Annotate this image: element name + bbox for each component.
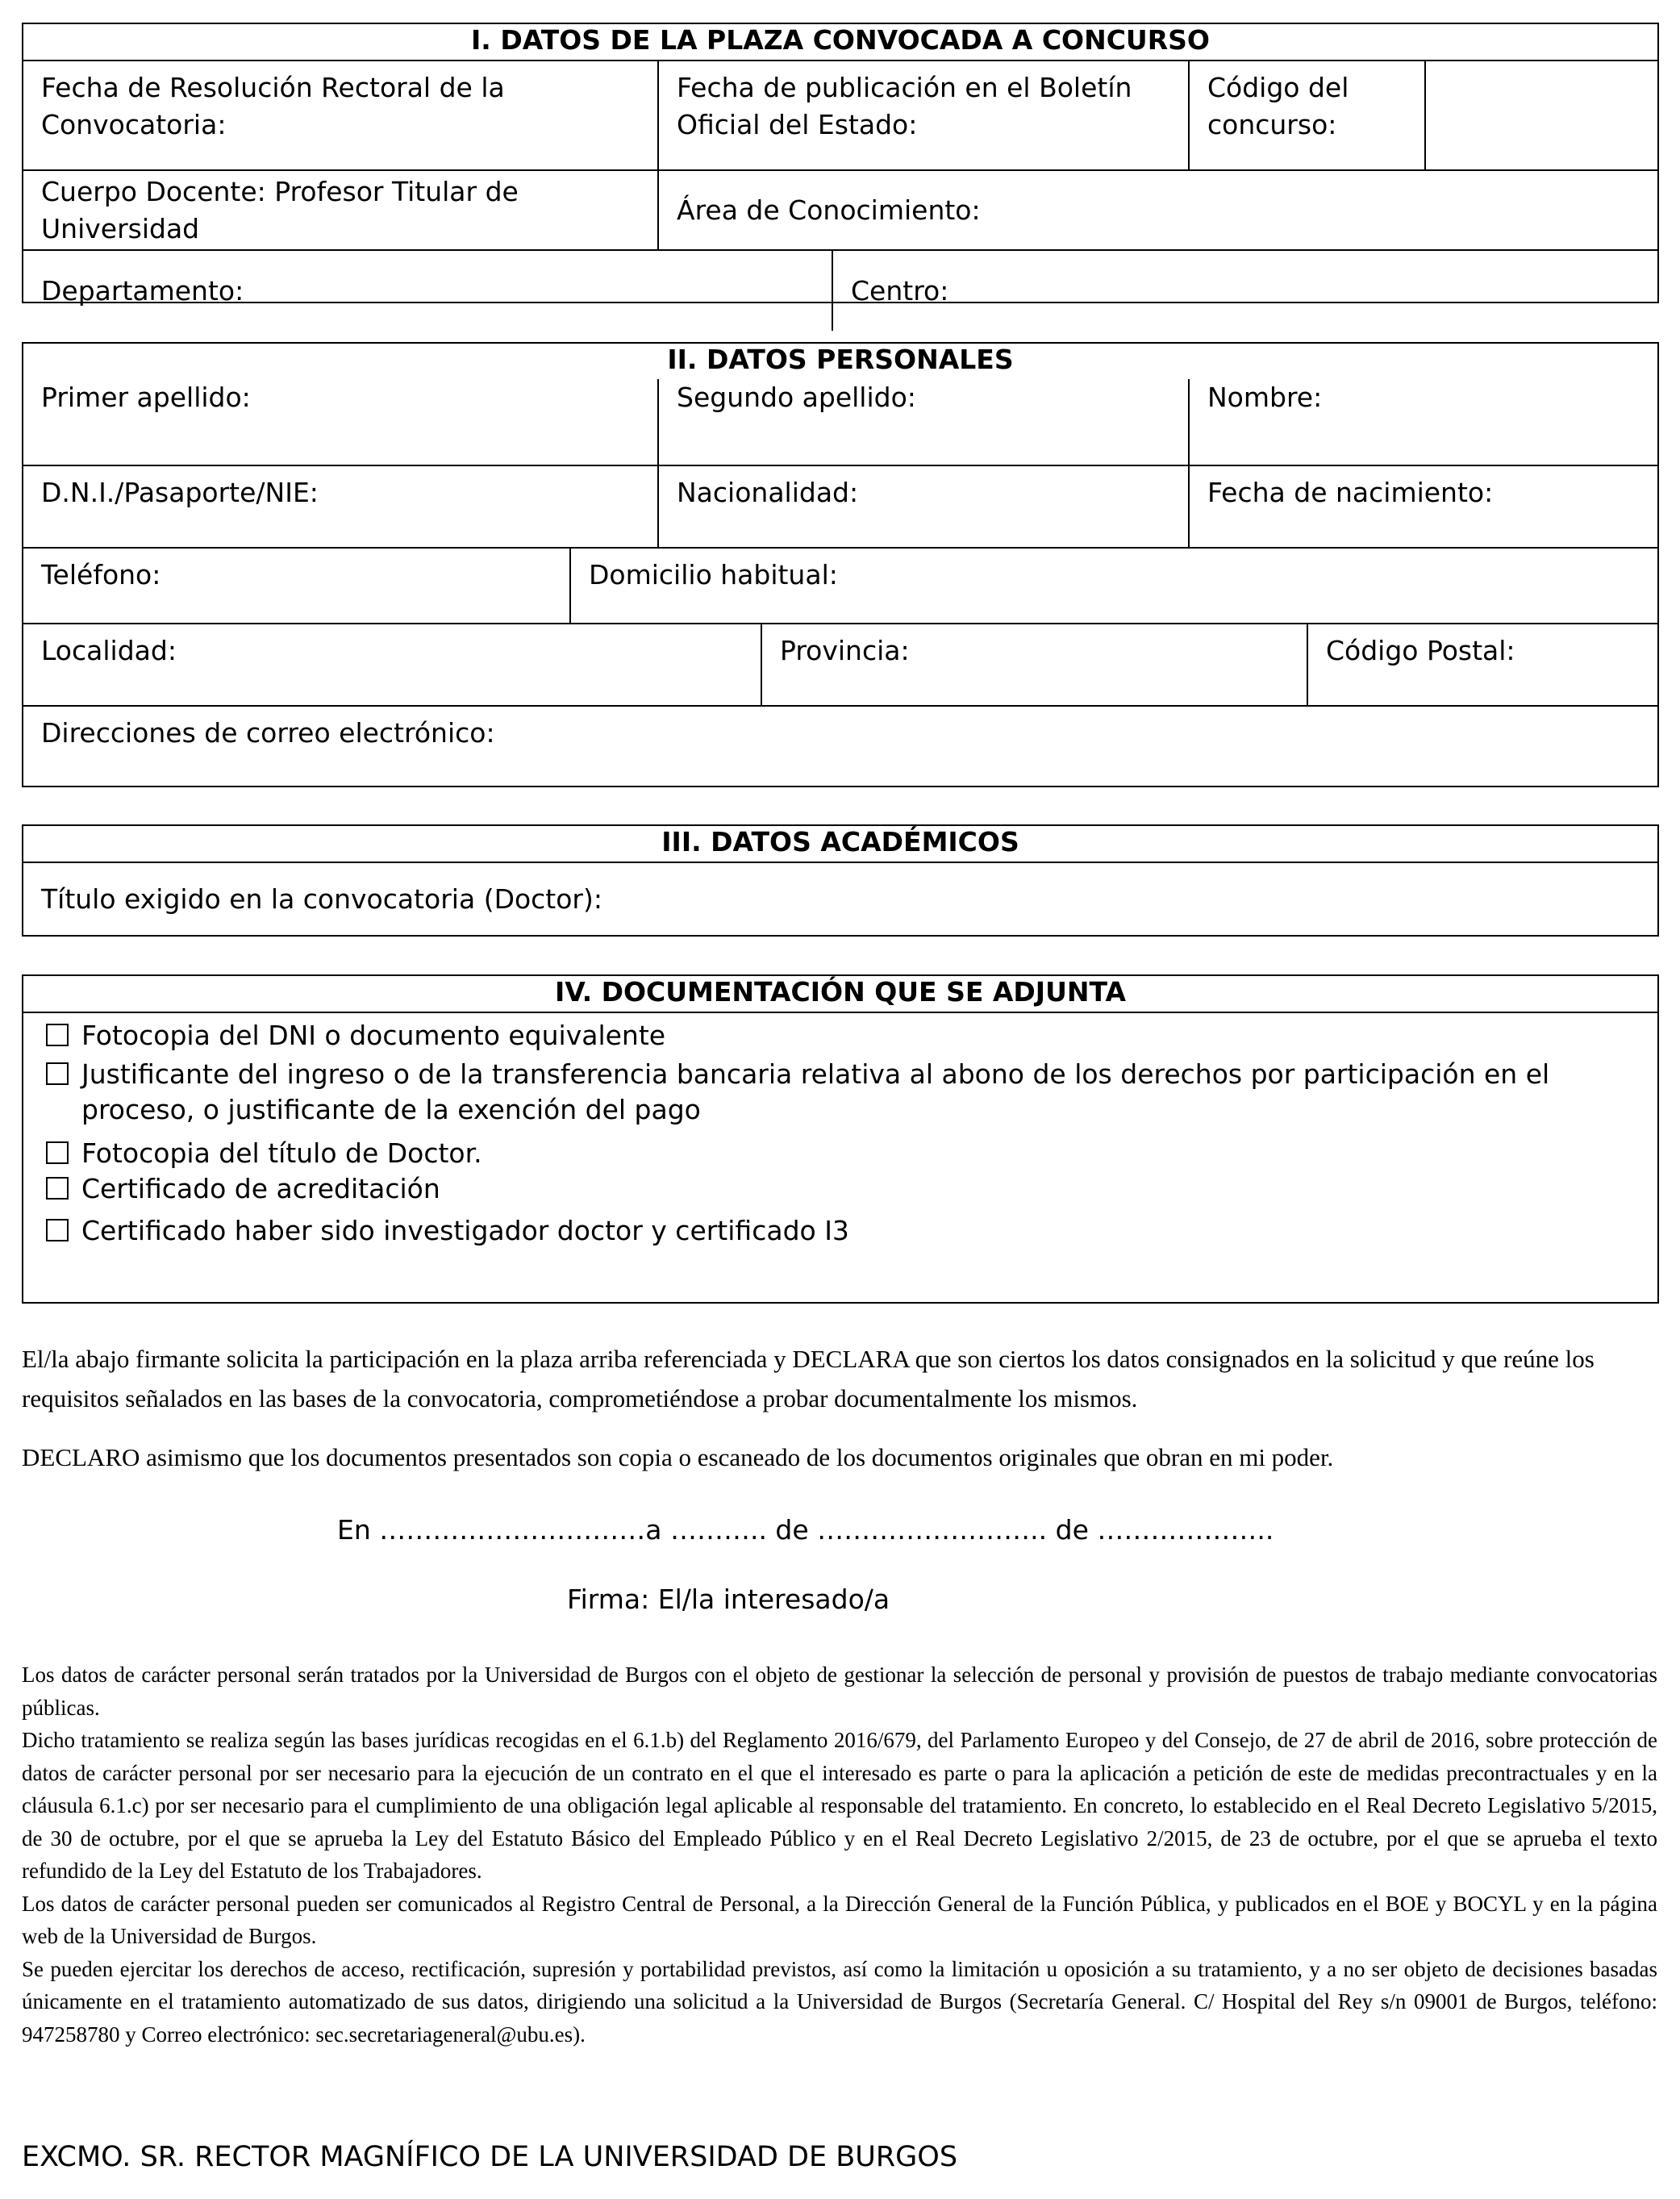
section-personales-title: II. DATOS PERSONALES xyxy=(667,344,1014,375)
field-codigo-postal[interactable]: Código Postal: xyxy=(1307,624,1657,705)
checkbox[interactable] xyxy=(46,1219,69,1241)
place-date-line[interactable]: En …………………………a ……….. de …………………….. de ……………….. xyxy=(337,1514,1274,1546)
field-segundo-apellido[interactable]: Segundo apellido: xyxy=(657,379,1188,465)
doc-item-label: Certificado de acreditación xyxy=(81,1173,440,1204)
field-localidad[interactable]: Localidad: xyxy=(41,635,177,666)
checkbox[interactable] xyxy=(46,1177,69,1200)
field-area-conocimiento[interactable]: Área de Conocimiento: xyxy=(657,171,1657,249)
doc-item-label: Fotocopia del título de Doctor. xyxy=(81,1137,482,1169)
field-nombre[interactable]: Nombre: xyxy=(1188,379,1657,465)
field-fecha-nacimiento[interactable]: Fecha de nacimiento: xyxy=(1188,466,1657,547)
label-codigo-concurso: Código del concurso: xyxy=(1188,61,1424,169)
checkbox[interactable] xyxy=(46,1062,69,1085)
documentacion-list xyxy=(23,1012,1657,1249)
field-provincia[interactable]: Provincia: xyxy=(761,624,1307,705)
input-codigo-concurso[interactable] xyxy=(1424,61,1657,169)
field-titulo-exigido[interactable]: Título exigido en la convocatoria (Doctor): xyxy=(41,883,602,915)
section-datos-personales xyxy=(22,342,1659,787)
section-documentacion xyxy=(22,974,1659,1304)
section-datos-academicos xyxy=(22,824,1659,937)
legal-paragraph: Los datos de carácter personal pueden ser comunicados al Registro Central de Personal, a la Dirección General de la Función Pública, y publicados en el BOE y BOCYL y en la página web de la Universidad de Burgos. xyxy=(22,1891,1657,1948)
field-cuerpo-docente[interactable]: Cuerpo Docente: Profesor Titular de Universidad xyxy=(41,175,519,244)
field-email[interactable]: Direcciones de correo electrónico: xyxy=(41,717,495,749)
doc-item-label: Justificante del ingreso o de la transferencia bancaria relativa al abono de los derechos por participación en el proceso, o justificante de la exención del pago xyxy=(81,1058,1550,1125)
field-fecha-resolucion[interactable]: Fecha de Resolución Rectoral de la Convocatoria: xyxy=(41,72,505,140)
legal-paragraph: Se pueden ejercitar los derechos de acceso, rectificación, supresión y portabilidad previstos, así como la limitación u oposición a su tratamiento, y a no ser objeto de decisiones basadas únicamente en el tratamiento automatizado de sus datos, dirigiendo una solicitud a la Universidad de Burgos (Secretaría General. C/ Hospital del Rey s/n 09001 de Burgos, teléfono: 947258780 y Correo electrónico: sec.secretariageneral@ubu.es). xyxy=(22,1956,1657,2047)
addressee: EXCMO. SR. RECTOR MAGNÍFICO DE LA UNIVERSIDAD DE BURGOS xyxy=(22,2141,958,2173)
doc-item-titulo-doctor[interactable] xyxy=(46,1136,1657,1171)
section-academicos-title: III. DATOS ACADÉMICOS xyxy=(661,826,1019,857)
checkbox[interactable] xyxy=(46,1024,69,1046)
field-fecha-boe[interactable]: Fecha de publicación en el Boletín Oficial del Estado: xyxy=(657,61,1188,169)
legal-paragraph: Los datos de carácter personal serán tratados por la Universidad de Burgos con el objeto de gestionar la selección de personal y provisión de puestos de trabajo mediante convocatorias públicas. xyxy=(22,1663,1657,1720)
doc-item-investigador-i3[interactable] xyxy=(46,1213,1657,1249)
field-departamento[interactable]: Departamento: xyxy=(41,274,244,307)
doc-item-dni[interactable] xyxy=(46,1018,1657,1054)
section-documentacion-title: IV. DOCUMENTACIÓN QUE SE ADJUNTA xyxy=(555,976,1126,1008)
data-protection-notice xyxy=(22,1659,1657,2051)
declaration-paragraph-1: El/la abajo firmante solicita la participación en la plaza arriba referenciada y DECLARA que son ciertos los datos consignados en la solicitud y que reúne los requisitos señalados en las bases de la convocatoria, comprometiéndose a probar documentalmente los mismos. xyxy=(22,1345,1595,1412)
signature-label: Firma: El/la interesado/a xyxy=(567,1584,890,1615)
field-telefono[interactable]: Teléfono: xyxy=(41,559,161,590)
doc-item-label: Fotocopia del DNI o documento equivalente xyxy=(81,1020,666,1051)
doc-item-acreditacion[interactable] xyxy=(46,1171,1657,1207)
field-centro[interactable]: Centro: xyxy=(832,251,1657,331)
section-plaza-convocada xyxy=(22,23,1659,307)
doc-item-justificante-pago[interactable] xyxy=(46,1057,1657,1128)
declaration-paragraph-2: DECLARO asimismo que los documentos presentados son copia o escaneado de los documentos originales que obran en mi poder. xyxy=(22,1443,1334,1471)
section-plaza-title: I. DATOS DE LA PLAZA CONVOCADA A CONCURSO xyxy=(471,24,1210,56)
field-nacionalidad[interactable]: Nacionalidad: xyxy=(657,466,1188,547)
field-primer-apellido[interactable]: Primer apellido: xyxy=(41,382,251,413)
doc-item-label: Certificado haber sido investigador doctor y certificado I3 xyxy=(81,1215,849,1246)
legal-paragraph: Dicho tratamiento se realiza según las bases jurídicas recogidas en el 6.1.b) del Reglamento 2016/679, del Parlamento Europeo y del Consejo, de 27 de abril de 2016, sobre protección de datos de carácter personal por ser necesario para la ejecución de un contrato en el que el interesado es parte o para la aplicación a petición de este de medidas precontractuales y en la cláusula 6.1.c) por ser necesario para el cumplimiento de una obligación legal aplicable al responsable del tratamiento. En concreto, lo establecido en el Real Decreto Legislativo 5/2015, de 30 de octubre, por el que se aprueba la Ley del Estatuto Básico del Empleado Público y en el Real Decreto Legislativo 2/2015, de 23 de octubre, por el que se aprueba el texto refundido de la Ley del Estatuto de los Trabajadores. xyxy=(22,1728,1657,1883)
checkbox[interactable] xyxy=(46,1141,69,1164)
field-dni[interactable]: D.N.I./Pasaporte/NIE: xyxy=(41,477,319,508)
field-domicilio[interactable]: Domicilio habitual: xyxy=(569,549,1657,623)
